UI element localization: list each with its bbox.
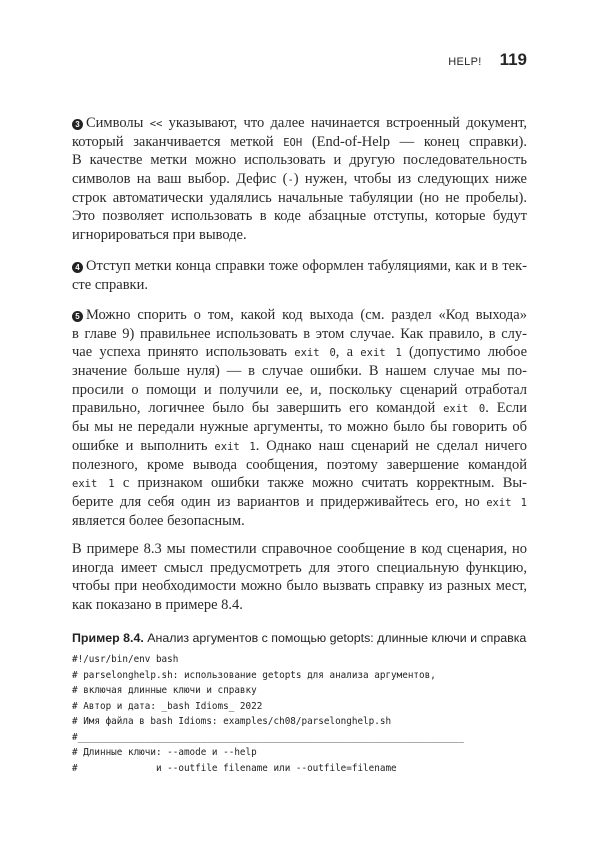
text-line <box>72 596 527 615</box>
text-segment: чае успеха принято использовать <box>72 344 295 361</box>
example-title: Анализ аргументов с помощью getopts: длинные ключи и справка <box>143 631 527 645</box>
text-segment: значение больше нуля) — в случае ошибки. В нашем случае мы по- <box>72 363 527 380</box>
text-line <box>72 577 527 596</box>
code-line: # Имя файла в bash Idioms: examples/ch08/parselonghelp.sh <box>72 716 392 727</box>
text-segment: строк автоматически удалялись начальные табуляции (но не пробелы). <box>72 189 527 206</box>
text-segment: Это позволяет использовать в коде абзацные отступы, которые будут <box>72 208 527 225</box>
text-line <box>72 133 527 152</box>
inline-code: << <box>149 118 163 130</box>
text-segment: Символы <box>86 115 150 131</box>
text-line <box>72 325 527 344</box>
inline-code: exit 1 <box>486 496 527 509</box>
code-line: # Автор и дата: _bash Idioms_ 2022 <box>72 700 263 712</box>
text-line <box>72 540 527 559</box>
text-segment: сте справки. <box>72 276 148 293</box>
example-label: Пример 8.4. <box>72 631 144 645</box>
text-segment: который заканчивается меткой <box>72 133 284 150</box>
text-segment: символов на ваш выбор. Дефис ( <box>72 171 288 188</box>
inline-code: exit 1 <box>360 347 402 360</box>
inline-code: exit 1 <box>214 440 256 453</box>
text-segment: ) нужен, чтобы из следующих ниже <box>293 171 527 188</box>
text-segment: . Однако наш сценарий не сделал ничего <box>255 437 527 454</box>
text-segment: В качестве метки можно использовать и другую последовательность <box>72 152 527 169</box>
body-text <box>72 0 527 620</box>
text-segment: , а <box>335 344 361 361</box>
text-line <box>72 276 527 295</box>
text-line <box>72 306 527 325</box>
text-line <box>72 493 527 512</box>
code-line: #_____________________________________________________________________ <box>72 731 464 743</box>
paragraph <box>72 540 527 615</box>
text-line <box>72 456 527 475</box>
inline-code: EOH <box>283 136 303 149</box>
text-segment: в главе 9) правильнее использовать в этом случае. Как правило, в слу- <box>72 325 527 342</box>
text-segment: полезного, кроме вывода сообщения, поэтому завершение командой <box>72 456 527 473</box>
code-listing <box>72 652 464 776</box>
text-segment: чтобы при необходимости можно было вызвать справку из разных мест, <box>72 578 527 595</box>
page-number: 119 <box>499 50 527 69</box>
text-segment: (допустимо любое <box>401 344 528 361</box>
callout-number-icon: 3 <box>72 119 83 130</box>
code-line: # и --outfile filename или --outfile=filename <box>72 762 397 774</box>
text-line <box>72 474 527 493</box>
text-line <box>72 207 527 226</box>
text-line <box>72 381 527 400</box>
inline-code: - <box>287 174 294 187</box>
text-segment: Можно спорить о том, какой код выхода (см. раздел «Код выхода» <box>86 307 527 323</box>
text-segment: просили о помощи и получили ее, и, поскольку сценарий отработал <box>72 381 527 398</box>
text-segment: игнорироваться при выводе. <box>72 227 247 244</box>
text-segment: иногда имеет смысл предусмотреть для этого специальную функцию, <box>72 559 527 576</box>
text-line <box>72 418 527 437</box>
text-line <box>72 170 527 189</box>
callout-number-icon: 5 <box>72 311 83 322</box>
text-line <box>72 437 527 456</box>
text-segment: В примере 8.3 мы поместили справочное сообщение в код сценария, но <box>72 541 527 557</box>
code-line: # parselonghelp.sh: использование getopts для анализа аргументов, <box>72 669 436 681</box>
text-segment: как показано в примере 8.4. <box>72 597 243 614</box>
text-segment: . Если <box>485 400 528 417</box>
text-line <box>72 362 527 381</box>
text-line <box>72 399 527 418</box>
inline-code: exit 1 <box>72 478 115 491</box>
text-line <box>72 343 527 362</box>
text-line <box>72 226 527 245</box>
text-segment: берите для себя один из вариантов и придерживайтесь его, но <box>72 493 487 510</box>
paragraph <box>72 306 527 530</box>
callout-number-icon: 4 <box>72 262 83 273</box>
inline-code: exit 0 <box>443 403 486 416</box>
text-segment: Отступ метки конца справки тоже оформлен табуляциями, как и в тек- <box>86 258 527 274</box>
text-line <box>72 559 527 578</box>
code-line: # Длинные ключи: --amode и --help <box>72 747 257 758</box>
text-segment: правильно, логичнее было бы завершить его командой <box>72 400 444 417</box>
code-line: # включая длинные ключи и справку <box>72 685 257 696</box>
paragraph <box>72 257 527 294</box>
text-line <box>72 512 527 531</box>
text-segment: (End-of-Help — конец справки). <box>302 133 527 150</box>
code-line: #!/usr/bin/env bash <box>72 654 179 665</box>
text-segment: ошибке и выполнить <box>72 437 215 454</box>
text-line <box>72 257 527 276</box>
text-line <box>72 114 527 133</box>
text-segment: является более безопасным. <box>72 512 245 529</box>
paragraph <box>72 114 527 245</box>
text-segment: с признаком ошибки также можно считать корректным. Вы- <box>114 475 527 492</box>
text-segment: бы мы не передали нужные аргументы, то можно было бы говорить об <box>72 419 527 436</box>
text-line <box>72 151 527 170</box>
text-line <box>72 189 527 208</box>
example-caption <box>72 631 526 645</box>
text-segment: указывают, что далее начинается встроенный документ, <box>162 115 527 131</box>
section-title: HELP! <box>448 56 482 68</box>
inline-code: exit 0 <box>294 347 336 360</box>
